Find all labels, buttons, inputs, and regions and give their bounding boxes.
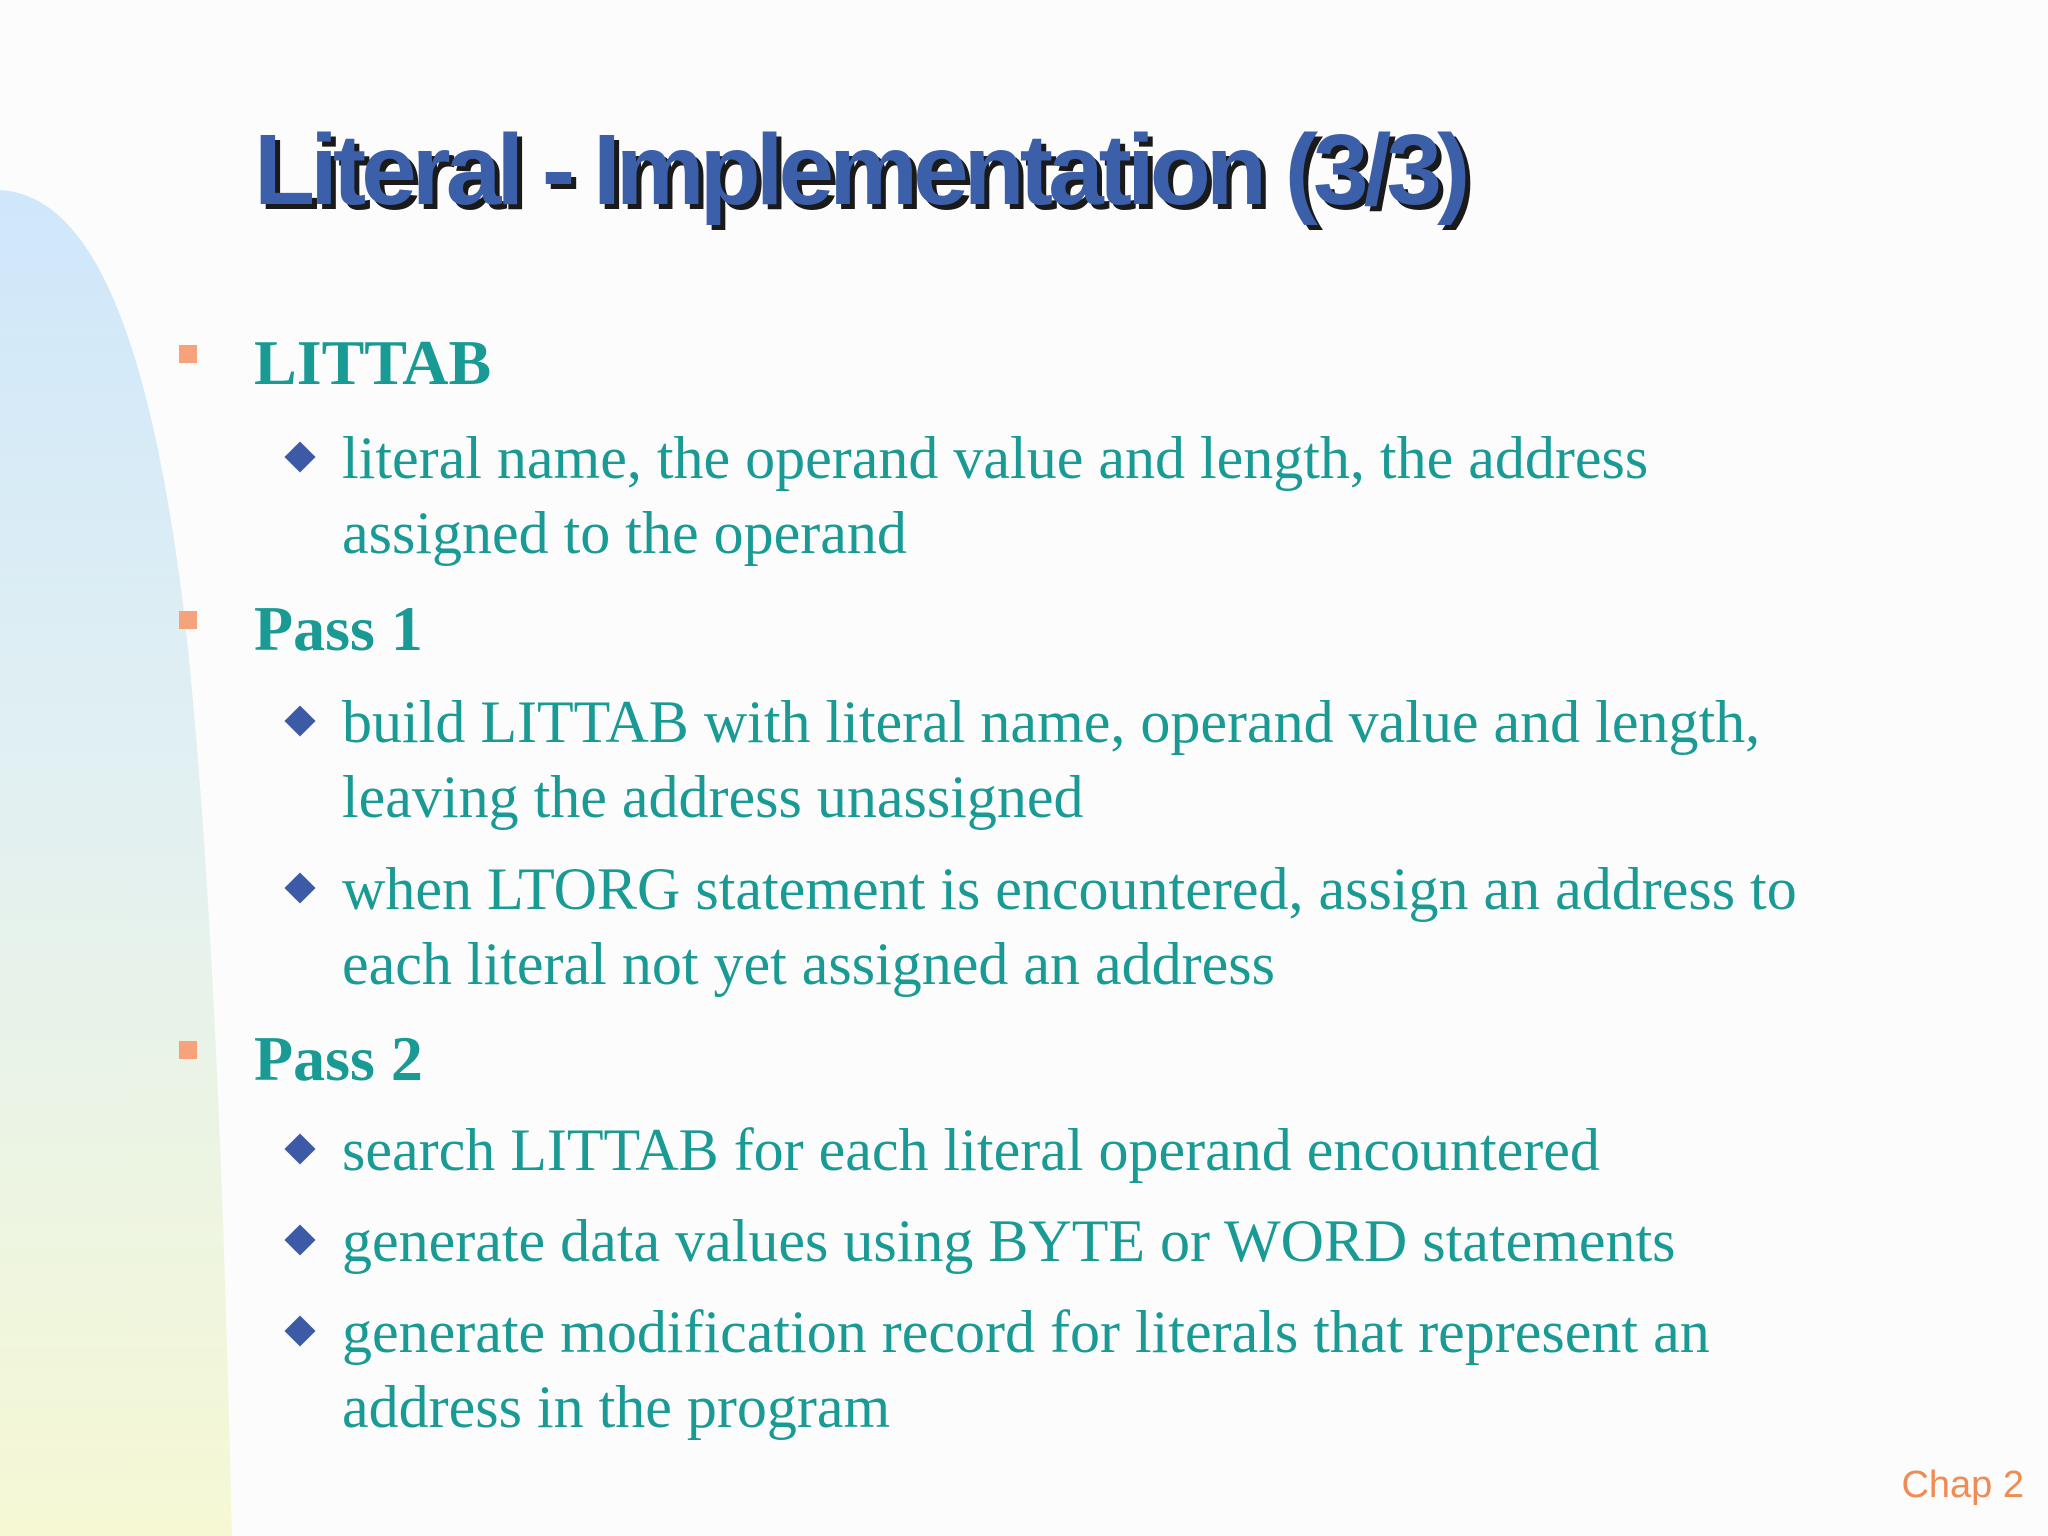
diamond-bullet-icon bbox=[284, 705, 315, 736]
square-bullet-icon bbox=[179, 345, 197, 363]
sub-bullet-line: generate data values using BYTE or WORD statements bbox=[342, 1208, 1676, 1274]
sub-bullet-line: each literal not yet assigned an address bbox=[342, 931, 1275, 997]
bullet-heading: Pass 2 bbox=[254, 1023, 423, 1094]
diamond-bullet-icon bbox=[284, 441, 315, 472]
bullet-heading: Pass 1 bbox=[254, 593, 423, 664]
sub-bullet-line: literal name, the operand value and length, the address bbox=[342, 425, 1649, 491]
sub-bullet-line: when LTORG statement is encountered, assign an address to bbox=[342, 856, 1797, 922]
sub-bullet-line: search LITTAB for each literal operand encountered bbox=[342, 1117, 1600, 1183]
footer-chapter-label: Chap 2 bbox=[1901, 1464, 2024, 1506]
diamond-bullet-icon bbox=[284, 1224, 315, 1255]
diamond-bullet-icon bbox=[284, 1133, 315, 1164]
square-bullet-icon bbox=[179, 611, 197, 629]
diamond-bullet-icon bbox=[284, 872, 315, 903]
sub-bullet-line: address in the program bbox=[342, 1374, 891, 1440]
square-bullet-icon bbox=[179, 1041, 197, 1059]
sub-bullet-line: generate modification record for literals that represent an bbox=[342, 1299, 1710, 1365]
diamond-bullet-icon bbox=[284, 1315, 315, 1346]
bullet-heading: LITTAB bbox=[254, 327, 492, 398]
sub-bullet-line: leaving the address unassigned bbox=[342, 764, 1084, 830]
sub-bullet-line: assigned to the operand bbox=[342, 500, 907, 566]
slide-title: Literal - Implementation (3/3) bbox=[254, 114, 1466, 226]
sub-bullet-line: build LITTAB with literal name, operand value and length, bbox=[342, 689, 1761, 755]
